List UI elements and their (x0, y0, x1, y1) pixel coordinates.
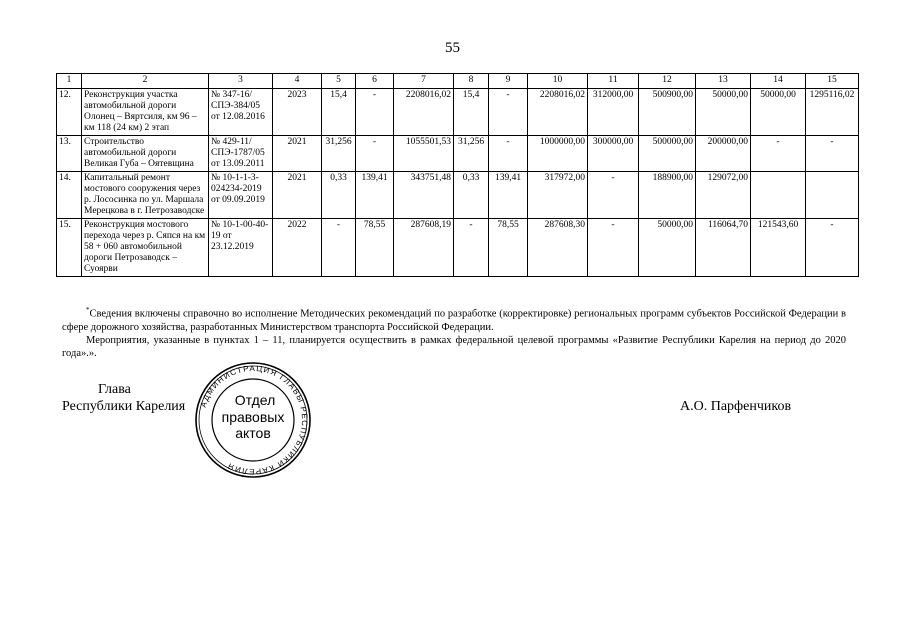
value-cell: - (751, 136, 806, 172)
value-cell: 200000,00 (696, 136, 751, 172)
page-number: 55 (445, 40, 460, 56)
value-cell: 50000,00 (751, 89, 806, 136)
value-cell: 2208016,02 (528, 89, 588, 136)
table-row (57, 89, 859, 136)
document-cell: № 10-1-1-3-024234-2019 от 09.09.2019 (209, 172, 273, 219)
value-cell: 287608,19 (394, 219, 454, 277)
value-cell: 139,41 (356, 172, 394, 219)
value-cell: 343751,48 (394, 172, 454, 219)
value-cell: 50000,00 (696, 89, 751, 136)
value-cell: - (454, 219, 489, 277)
table-row (57, 172, 859, 219)
value-cell: 78,55 (356, 219, 394, 277)
column-header-2: 2 (82, 74, 209, 89)
value-cell: 2023 (273, 89, 322, 136)
value-cell: 129072,00 (696, 172, 751, 219)
value-cell: - (489, 136, 528, 172)
value-cell: - (806, 136, 859, 172)
value-cell (806, 172, 859, 219)
column-header-11: 11 (588, 74, 639, 89)
value-cell: 2208016,02 (394, 89, 454, 136)
value-cell: 287608,30 (528, 219, 588, 277)
document-cell: № 347-16/ СПЭ-384/05 от 12.08.2016 (209, 89, 273, 136)
object-name-cell: Капитальный ремонт мостового сооружения через р. Лососинка по ул. Маршала Мерецкова в г. Петрозаводске (82, 172, 209, 219)
value-cell: 121543,60 (751, 219, 806, 277)
footnote (62, 304, 846, 360)
legal-department-stamp (193, 360, 313, 480)
value-cell: 500000,00 (639, 136, 696, 172)
value-cell: 2021 (273, 136, 322, 172)
row-number-cell: 12. (57, 89, 82, 136)
row-number-cell: 13. (57, 136, 82, 172)
value-cell: - (356, 136, 394, 172)
stamp-line-3: актов (235, 425, 271, 441)
value-cell: - (489, 89, 528, 136)
column-header-4: 4 (273, 74, 322, 89)
value-cell: 1000000,00 (528, 136, 588, 172)
value-cell: 50000,00 (639, 219, 696, 277)
document-cell: № 10-1-00-40-19 от 23.12.2019 (209, 219, 273, 277)
footnote-mark: * (86, 306, 90, 314)
column-header-1: 1 (57, 74, 82, 89)
object-name-cell: Строительство автомобильной дороги Великая Губа – Оятевщина (82, 136, 209, 172)
value-cell: 188900,00 (639, 172, 696, 219)
value-cell: 300000,00 (588, 136, 639, 172)
stamp-line-2: правовых (221, 409, 285, 425)
value-cell: 31,256 (322, 136, 356, 172)
object-name-cell: Реконструкция мостового перехода через р. Сяпся на км 58 + 060 автомобильной дороги Петрозаводск – Суоярви (82, 219, 209, 277)
value-cell: 2021 (273, 172, 322, 219)
value-cell: 116064,70 (696, 219, 751, 277)
column-header-14: 14 (751, 74, 806, 89)
value-cell: - (356, 89, 394, 136)
value-cell (751, 172, 806, 219)
column-header-8: 8 (454, 74, 489, 89)
table-row (57, 136, 859, 172)
value-cell: 139,41 (489, 172, 528, 219)
value-cell: - (588, 172, 639, 219)
value-cell: 2022 (273, 219, 322, 277)
value-cell: 1295116,02 (806, 89, 859, 136)
table-row (57, 219, 859, 277)
row-number-cell: 15. (57, 219, 82, 277)
value-cell: 312000,00 (588, 89, 639, 136)
column-header-3: 3 (209, 74, 273, 89)
value-cell: 500900,00 (639, 89, 696, 136)
footnote-paragraph-1 (62, 304, 846, 334)
value-cell: 0,33 (322, 172, 356, 219)
column-header-7: 7 (394, 74, 454, 89)
stamp-line-1: Отдел (234, 392, 276, 408)
value-cell: 1055501,53 (394, 136, 454, 172)
column-header-6: 6 (356, 74, 394, 89)
value-cell: - (588, 219, 639, 277)
signature-title (62, 381, 185, 415)
column-header-10: 10 (528, 74, 588, 89)
signature-title-line2: Республики Карелия (62, 399, 186, 414)
document-cell: № 429-11/ СПЭ-1787/05 от 13.09.2011 (209, 136, 273, 172)
signature-name: А.О. Парфенчиков (680, 399, 792, 414)
column-header-5: 5 (322, 74, 356, 89)
footnote-paragraph-2: Мероприятия, указанные в пунктах 1 – 11, планируется осуществить в рамках федеральной целевой программы «Развитие Республики Карелия на период до 2020 года».». (62, 334, 846, 359)
value-cell: 0,33 (454, 172, 489, 219)
value-cell: - (806, 219, 859, 277)
stamp-ring-text: АДМИНИСТРАЦИЯ ГЛАВЫ РЕСПУБЛИКИ КАРЕЛИЯ (198, 363, 310, 477)
column-header-12: 12 (639, 74, 696, 89)
column-header-15: 15 (806, 74, 859, 89)
footnote-text-1: Сведения включены справочно во исполнение Методических рекомендаций по разработке (корректировке) региональных программ субъектов Российской Федерации в сфере дорожного хозяйства, разработанных Министерством транспорта Российской Федерации. (62, 308, 846, 333)
value-cell: 15,4 (322, 89, 356, 136)
value-cell: - (322, 219, 356, 277)
object-name-cell: Реконструкция участка автомобильной дороги Олонец – Вяртсиля, км 96 – км 118 (24 км) 2 этап (82, 89, 209, 136)
table-header-row (57, 74, 859, 89)
data-table (56, 73, 859, 277)
signature-title-line1: Глава (98, 382, 131, 397)
value-cell: 15,4 (454, 89, 489, 136)
value-cell: 31,256 (454, 136, 489, 172)
row-number-cell: 14. (57, 172, 82, 219)
value-cell: 317972,00 (528, 172, 588, 219)
column-header-13: 13 (696, 74, 751, 89)
column-header-9: 9 (489, 74, 528, 89)
value-cell: 78,55 (489, 219, 528, 277)
